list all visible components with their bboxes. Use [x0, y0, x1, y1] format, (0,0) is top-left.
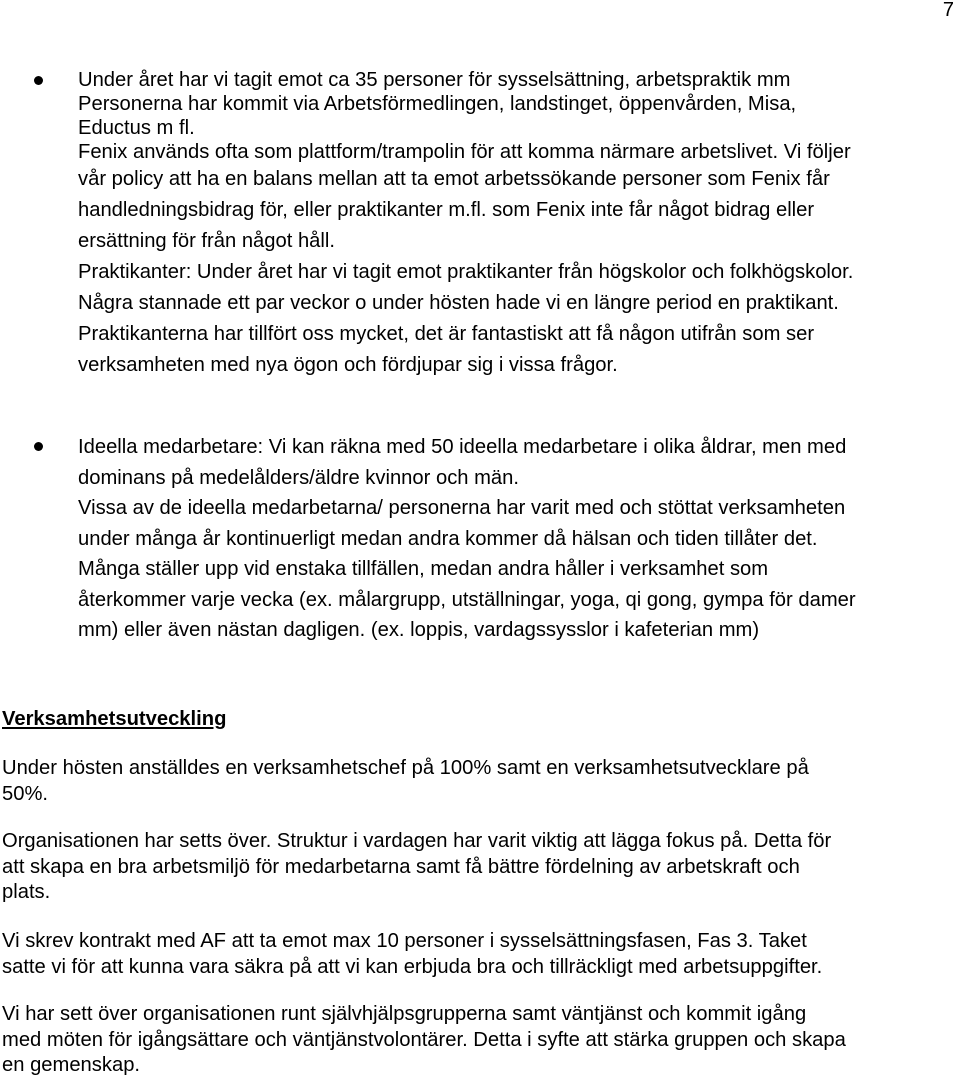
text-line: Under hösten anställdes en verksamhetschef på 100% samt en verksamhetsutvecklare på	[2, 757, 809, 779]
text-line: mm) eller även nästan dagligen. (ex. loppis, vardagssysslor i kafeterian mm)	[78, 619, 760, 641]
text-line: Ideella medarbetare: Vi kan räkna med 50 ideella medarbetare i olika åldrar, men med	[78, 436, 847, 458]
page-number: 7	[942, 0, 954, 21]
paragraph	[2, 756, 958, 807]
text-line: Praktikanterna har tillfört oss mycket, det är fantastiskt att få någon utifrån som ser	[78, 323, 815, 345]
text-line: vår policy att ha en balans mellan att ta emot arbetssökande personer som Fenix får	[78, 168, 830, 190]
text-line: Många ställer upp vid enstaka tillfällen, medan andra håller i verksamhet som	[78, 558, 769, 580]
paragraph	[2, 1002, 958, 1079]
text-line: att skapa en bra arbetsmiljö för medarbetarna samt få bättre fördelning av arbetskraft och	[2, 855, 800, 878]
text-line: satte vi för att kunna vara säkra på att vi kan erbjuda bra och tillräckligt med arbetsuppgifter.	[2, 955, 823, 978]
text-line: dominans på medelålders/äldre kvinnor och män.	[78, 466, 520, 489]
bullet-text	[78, 68, 958, 381]
text-line: med möten för igångsättare och väntjänstvolontärer. Detta i syfte att stärka gruppen och skapa	[2, 1028, 846, 1051]
text-line: 50%.	[2, 782, 49, 805]
text-line: Under året har vi tagit emot ca 35 personer för sysselsättning, arbetspraktik mm	[78, 69, 791, 91]
text-line: Fenix används ofta som plattform/trampolin för att komma närmare arbetslivet. Vi följer	[78, 141, 851, 163]
text-line: Praktikanter: Under året har vi tagit emot praktikanter från högskolor och folkhögskolor.	[78, 261, 854, 283]
text-line: ersättning för från något håll.	[78, 230, 335, 252]
paragraph	[2, 929, 958, 980]
text-line: Vi skrev kontrakt med AF att ta emot max 10 personer i sysselsättningsfasen, Fas 3. Taket	[2, 930, 807, 952]
text-line: Vi har sett över organisationen runt självhjälpsgrupperna samt väntjänst och kommit igång	[2, 1003, 807, 1025]
bullet-icon	[34, 442, 43, 451]
text-line: verksamheten med nya ögon och fördjupar sig i vissa frågor.	[78, 354, 618, 376]
text-line: en gemenskap.	[2, 1054, 141, 1076]
paragraph	[2, 829, 958, 906]
bullet-text	[78, 432, 958, 646]
text-line: Några stannade ett par veckor o under hösten hade vi en längre period en praktikant.	[78, 292, 839, 314]
text-line: plats.	[2, 881, 51, 903]
text-line: handledningsbidrag för, eller praktikanter m.fl. som Fenix inte får något bidrag eller	[78, 199, 815, 221]
text-line: under många år kontinuerligt medan andra kommer då hälsan och tiden tillåter det.	[78, 527, 818, 550]
text-line: Personerna har kommit via Arbetsförmedlingen, landstinget, öppenvården, Misa,	[78, 93, 797, 115]
text-line: Organisationen har setts över. Struktur i vardagen har varit viktig att lägga fokus på. Detta för	[2, 830, 832, 852]
section-heading: Verksamhetsutveckling	[2, 708, 227, 730]
text-line: Eductus m fl.	[78, 117, 195, 139]
text-line: Vissa av de ideella medarbetarna/ personerna har varit med och stöttat verksamheten	[78, 497, 846, 519]
bullet-icon	[34, 76, 43, 85]
text-line: återkommer varje vecka (ex. målargrupp, utställningar, yoga, qi gong, gympa för damer	[78, 588, 856, 611]
